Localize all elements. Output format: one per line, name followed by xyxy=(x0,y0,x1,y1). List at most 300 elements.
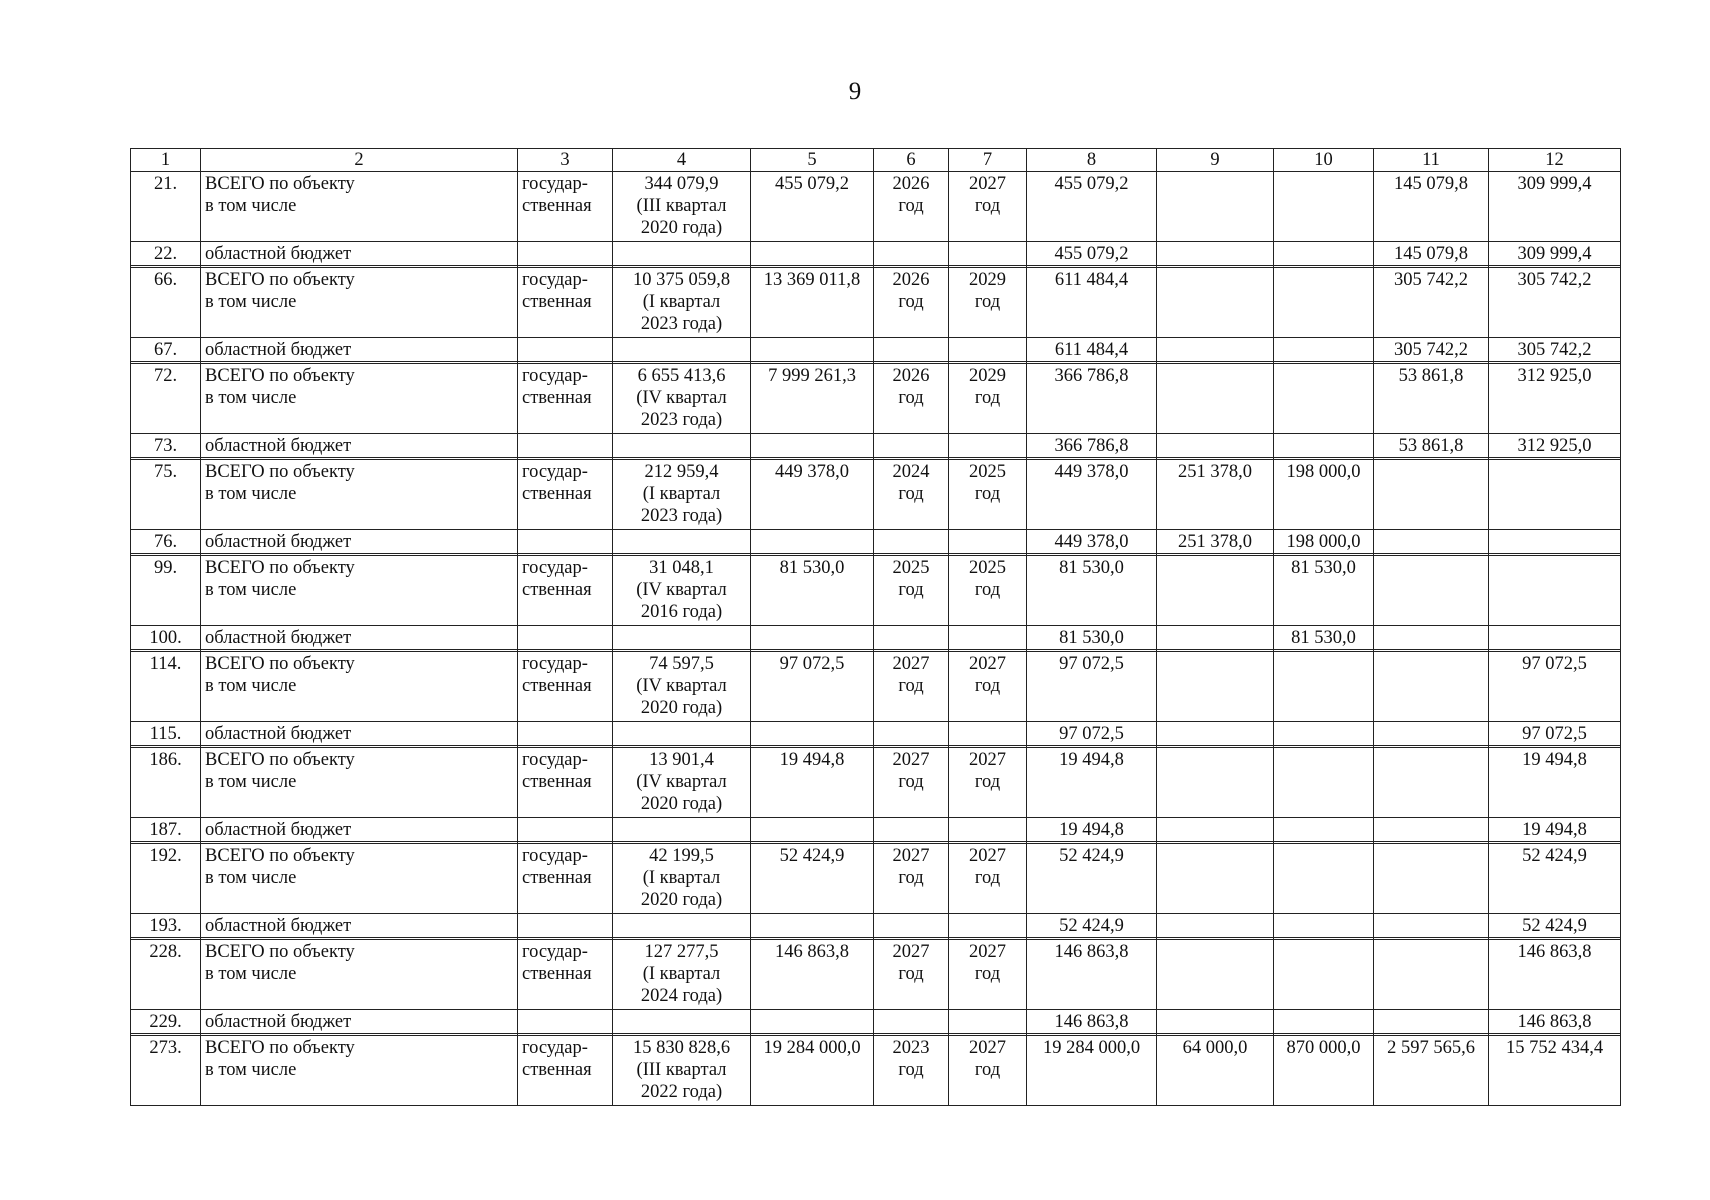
object-name-cell xyxy=(201,556,518,626)
value-cell xyxy=(751,652,874,722)
table-row-regional-budget xyxy=(131,914,1621,938)
object-name-line: в том числе xyxy=(205,580,297,600)
value-cell xyxy=(1274,460,1374,530)
column-12-value: 97 072,5 xyxy=(1522,724,1587,744)
row-number: 187. xyxy=(149,820,182,840)
value-cell xyxy=(1374,1036,1489,1106)
start-year-line: 2025 xyxy=(892,558,930,578)
ownership-cell xyxy=(518,940,613,1010)
start-year-line: год xyxy=(898,676,924,696)
ownership-line: ственная xyxy=(522,1060,592,1080)
value-cell xyxy=(1274,940,1374,1010)
empty-cell xyxy=(751,626,874,650)
estimated-cost-line: 2020 года) xyxy=(640,890,723,910)
object-name-line: ВСЕГО по объекту xyxy=(205,846,355,866)
object-name-line: ВСЕГО по объекту xyxy=(205,366,355,386)
start-year-cell xyxy=(874,172,949,242)
value-cell xyxy=(1157,1010,1274,1034)
start-year-line: 2027 xyxy=(892,750,930,770)
table-row-regional-budget xyxy=(131,818,1621,842)
estimated-cost-line: 2016 года) xyxy=(640,602,723,622)
row-number: 229. xyxy=(149,1012,182,1032)
table-row-regional-budget xyxy=(131,1010,1621,1034)
column-8-value: 366 786,8 xyxy=(1054,366,1129,386)
value-cell xyxy=(1157,1036,1274,1106)
empty-cell xyxy=(518,1010,613,1034)
value-cell xyxy=(751,364,874,434)
object-name-cell xyxy=(201,460,518,530)
column-11-value: 145 079,8 xyxy=(1394,174,1468,194)
column-12-value: 52 424,9 xyxy=(1522,846,1587,866)
value-cell xyxy=(751,556,874,626)
empty-cell xyxy=(518,434,613,458)
ownership-cell xyxy=(518,268,613,338)
start-year-line: год xyxy=(898,868,924,888)
column-5-value: 52 424,9 xyxy=(779,846,845,866)
object-name-cell xyxy=(201,530,518,554)
ownership-cell xyxy=(518,172,613,242)
empty-cell xyxy=(874,338,949,362)
value-cell xyxy=(751,268,874,338)
end-year-line: 2027 xyxy=(969,1038,1006,1058)
column-5-value: 13 369 011,8 xyxy=(763,270,861,290)
value-cell xyxy=(1027,434,1157,458)
column-10-value: 198 000,0 xyxy=(1286,532,1361,552)
row-number: 192. xyxy=(149,846,182,866)
object-name-line: ВСЕГО по объекту xyxy=(205,750,355,770)
value-cell xyxy=(1274,338,1374,362)
empty-cell xyxy=(518,242,613,266)
value-cell xyxy=(1274,242,1374,266)
ownership-cell xyxy=(518,652,613,722)
object-name-line: ВСЕГО по объекту xyxy=(205,942,355,962)
column-5-value: 19 284 000,0 xyxy=(763,1038,861,1058)
column-10-value: 870 000,0 xyxy=(1286,1038,1361,1058)
start-year-line: 2026 xyxy=(892,174,930,194)
value-cell xyxy=(1157,748,1274,818)
empty-cell xyxy=(949,626,1027,650)
table-row-regional-budget xyxy=(131,434,1621,458)
value-cell xyxy=(1374,1010,1489,1034)
value-cell xyxy=(751,1036,874,1106)
value-cell xyxy=(751,748,874,818)
start-year-line: год xyxy=(898,580,924,600)
empty-cell xyxy=(949,722,1027,746)
table-row-total xyxy=(131,844,1621,914)
row-number-cell xyxy=(131,460,201,530)
column-12-value: 312 925,0 xyxy=(1517,366,1592,386)
estimated-cost-line: 13 901,4 xyxy=(649,750,714,770)
value-cell xyxy=(1374,242,1489,266)
estimated-cost-line: 42 199,5 xyxy=(649,846,714,866)
value-cell xyxy=(1489,722,1621,746)
object-name-line: ВСЕГО по объекту xyxy=(205,270,355,290)
ownership-line: ственная xyxy=(522,580,592,600)
estimated-cost-line: 2023 года) xyxy=(640,410,723,430)
value-cell xyxy=(1489,626,1621,650)
estimated-cost-line: (III квартал xyxy=(636,1060,727,1080)
empty-cell xyxy=(874,530,949,554)
object-name-line: в том числе xyxy=(205,772,297,792)
column-12-value: 19 494,8 xyxy=(1522,750,1587,770)
value-cell xyxy=(1027,242,1157,266)
empty-cell xyxy=(949,434,1027,458)
value-cell xyxy=(1489,818,1621,842)
row-number: 66. xyxy=(153,270,178,290)
table-row-total xyxy=(131,1036,1621,1106)
table-row-total xyxy=(131,460,1621,530)
column-header: 5 xyxy=(751,149,874,172)
empty-cell xyxy=(518,530,613,554)
value-cell xyxy=(1027,556,1157,626)
empty-cell xyxy=(518,338,613,362)
value-cell xyxy=(1374,818,1489,842)
object-name-cell xyxy=(201,242,518,266)
value-cell xyxy=(1274,1036,1374,1106)
estimated-cost-line: 2024 года) xyxy=(640,986,723,1006)
end-year-line: 2029 xyxy=(969,366,1006,386)
value-cell xyxy=(1274,748,1374,818)
column-11-value: 305 742,2 xyxy=(1394,340,1468,360)
table-row-total xyxy=(131,748,1621,818)
end-year-line: год xyxy=(974,484,1001,504)
column-8-value: 19 494,8 xyxy=(1059,750,1124,770)
row-number: 228. xyxy=(149,942,182,962)
column-header: 2 xyxy=(201,149,518,172)
row-number: 114. xyxy=(149,654,182,674)
object-name-line: в том числе xyxy=(205,964,297,984)
budget-source-label: областной бюджет xyxy=(205,532,352,552)
value-cell xyxy=(1374,530,1489,554)
row-number-cell xyxy=(131,338,201,362)
column-8-value: 52 424,9 xyxy=(1059,916,1124,936)
row-number-cell xyxy=(131,652,201,722)
start-year-line: год xyxy=(898,196,924,216)
value-cell xyxy=(1027,818,1157,842)
start-year-line: 2023 xyxy=(892,1038,930,1058)
row-number-cell xyxy=(131,818,201,842)
column-12-value: 19 494,8 xyxy=(1522,820,1587,840)
empty-cell xyxy=(874,626,949,650)
table-row-regional-budget xyxy=(131,722,1621,746)
ownership-line: государ- xyxy=(522,558,588,578)
row-number: 186. xyxy=(149,750,182,770)
start-year-line: 2026 xyxy=(892,366,930,386)
end-year-cell xyxy=(949,364,1027,434)
start-year-cell xyxy=(874,268,949,338)
estimated-cost-cell xyxy=(613,172,751,242)
column-header: 8 xyxy=(1027,149,1157,172)
column-header: 6 xyxy=(874,149,949,172)
end-year-cell xyxy=(949,940,1027,1010)
end-year-line: год xyxy=(974,580,1001,600)
value-cell xyxy=(1489,338,1621,362)
value-cell xyxy=(1374,940,1489,1010)
column-12-value: 52 424,9 xyxy=(1522,916,1587,936)
empty-cell xyxy=(949,242,1027,266)
row-number: 193. xyxy=(149,916,182,936)
value-cell xyxy=(1027,268,1157,338)
end-year-line: 2029 xyxy=(969,270,1006,290)
estimated-cost-line: 6 655 413,6 xyxy=(637,366,726,386)
estimated-cost-line: (I квартал xyxy=(642,484,721,504)
start-year-line: 2026 xyxy=(892,270,930,290)
object-name-line: ВСЕГО по объекту xyxy=(205,558,355,578)
column-8-value: 455 079,2 xyxy=(1054,174,1129,194)
empty-cell xyxy=(613,722,751,746)
column-8-value: 146 863,8 xyxy=(1054,942,1129,962)
value-cell xyxy=(1157,818,1274,842)
ownership-line: государ- xyxy=(522,174,588,194)
value-cell xyxy=(1157,364,1274,434)
column-8-value: 449 378,0 xyxy=(1054,532,1129,552)
column-10-value: 198 000,0 xyxy=(1286,462,1361,482)
row-number: 273. xyxy=(149,1038,182,1058)
end-year-cell xyxy=(949,652,1027,722)
value-cell xyxy=(1157,338,1274,362)
value-cell xyxy=(1489,434,1621,458)
end-year-cell xyxy=(949,268,1027,338)
estimated-cost-line: 2022 года) xyxy=(640,1082,723,1102)
end-year-line: 2027 xyxy=(969,750,1006,770)
page-number: 9 xyxy=(848,78,862,105)
empty-cell xyxy=(874,1010,949,1034)
object-name-line: ВСЕГО по объекту xyxy=(205,1038,355,1058)
column-12-value: 97 072,5 xyxy=(1522,654,1587,674)
row-number: 22. xyxy=(153,244,178,264)
value-cell xyxy=(1374,652,1489,722)
start-year-line: 2027 xyxy=(892,846,930,866)
estimated-cost-line: 212 959,4 xyxy=(644,462,719,482)
object-name-cell xyxy=(201,1036,518,1106)
column-12-value: 312 925,0 xyxy=(1517,436,1592,456)
column-8-value: 449 378,0 xyxy=(1054,462,1129,482)
column-5-value: 81 530,0 xyxy=(779,558,845,578)
estimated-cost-cell xyxy=(613,460,751,530)
ownership-line: государ- xyxy=(522,270,588,290)
value-cell xyxy=(1274,364,1374,434)
empty-cell xyxy=(613,242,751,266)
empty-cell xyxy=(613,626,751,650)
estimated-cost-line: 2020 года) xyxy=(640,218,723,238)
value-cell xyxy=(1274,1010,1374,1034)
empty-cell xyxy=(518,626,613,650)
object-name-cell xyxy=(201,652,518,722)
estimated-cost-line: (IV квартал xyxy=(636,580,727,600)
value-cell xyxy=(1374,556,1489,626)
value-cell xyxy=(1157,940,1274,1010)
empty-cell xyxy=(874,242,949,266)
column-8-value: 19 284 000,0 xyxy=(1042,1038,1141,1058)
estimated-cost-cell xyxy=(613,844,751,914)
empty-cell xyxy=(751,914,874,938)
value-cell xyxy=(1374,338,1489,362)
value-cell xyxy=(751,844,874,914)
start-year-line: год xyxy=(898,292,924,312)
end-year-cell xyxy=(949,172,1027,242)
value-cell xyxy=(1489,172,1621,242)
end-year-line: 2027 xyxy=(969,174,1006,194)
table-row-regional-budget xyxy=(131,530,1621,554)
end-year-line: год xyxy=(974,1060,1001,1080)
row-number-cell xyxy=(131,1036,201,1106)
start-year-cell xyxy=(874,940,949,1010)
column-8-value: 52 424,9 xyxy=(1059,846,1124,866)
value-cell xyxy=(1489,652,1621,722)
value-cell xyxy=(1027,748,1157,818)
row-number-cell xyxy=(131,722,201,746)
table-row-total xyxy=(131,268,1621,338)
value-cell xyxy=(1374,844,1489,914)
column-8-value: 366 786,8 xyxy=(1054,436,1129,456)
table-row-regional-budget xyxy=(131,626,1621,650)
investment-table xyxy=(130,148,1621,1106)
empty-cell xyxy=(949,818,1027,842)
column-10-value: 81 530,0 xyxy=(1291,558,1356,578)
row-number: 21. xyxy=(153,174,178,194)
column-8-value: 81 530,0 xyxy=(1059,628,1124,648)
end-year-line: 2025 xyxy=(969,558,1006,578)
value-cell xyxy=(1027,940,1157,1010)
value-cell xyxy=(1157,460,1274,530)
row-number: 100. xyxy=(149,628,182,648)
row-number: 67. xyxy=(153,340,178,360)
column-5-value: 455 079,2 xyxy=(775,174,849,194)
value-cell xyxy=(1489,242,1621,266)
value-cell xyxy=(1374,434,1489,458)
start-year-line: год xyxy=(898,964,924,984)
value-cell xyxy=(1374,722,1489,746)
budget-source-label: областной бюджет xyxy=(205,916,352,936)
ownership-line: ственная xyxy=(522,388,592,408)
end-year-line: 2027 xyxy=(969,846,1006,866)
value-cell xyxy=(1274,530,1374,554)
value-cell xyxy=(1027,530,1157,554)
ownership-line: ственная xyxy=(522,676,592,696)
empty-cell xyxy=(751,434,874,458)
column-12-value: 15 752 434,4 xyxy=(1505,1038,1604,1058)
value-cell xyxy=(1157,556,1274,626)
object-name-cell xyxy=(201,338,518,362)
estimated-cost-line: (III квартал xyxy=(636,196,727,216)
value-cell xyxy=(1157,242,1274,266)
empty-cell xyxy=(874,722,949,746)
empty-cell xyxy=(518,818,613,842)
table-row-total xyxy=(131,172,1621,242)
column-8-value: 97 072,5 xyxy=(1059,724,1124,744)
column-11-value: 53 861,8 xyxy=(1398,366,1464,386)
value-cell xyxy=(1489,364,1621,434)
end-year-line: год xyxy=(974,964,1001,984)
end-year-line: год xyxy=(974,388,1001,408)
value-cell xyxy=(1157,652,1274,722)
estimated-cost-cell xyxy=(613,940,751,1010)
ownership-line: государ- xyxy=(522,846,588,866)
value-cell xyxy=(1157,268,1274,338)
value-cell xyxy=(1274,818,1374,842)
column-11-value: 145 079,8 xyxy=(1394,244,1468,264)
estimated-cost-line: 15 830 828,6 xyxy=(632,1038,731,1058)
ownership-cell xyxy=(518,460,613,530)
empty-cell xyxy=(874,818,949,842)
row-number-cell xyxy=(131,268,201,338)
empty-cell xyxy=(613,1010,751,1034)
column-12-value: 309 999,4 xyxy=(1517,174,1592,194)
empty-cell xyxy=(613,530,751,554)
empty-cell xyxy=(751,1010,874,1034)
budget-source-label: областной бюджет xyxy=(205,436,352,456)
row-number-cell xyxy=(131,844,201,914)
empty-cell xyxy=(751,818,874,842)
estimated-cost-line: 2020 года) xyxy=(640,794,723,814)
estimated-cost-cell xyxy=(613,364,751,434)
value-cell xyxy=(1489,940,1621,1010)
ownership-line: государ- xyxy=(522,1038,588,1058)
estimated-cost-line: 127 277,5 xyxy=(644,942,719,962)
column-11-value: 305 742,2 xyxy=(1394,270,1468,290)
ownership-line: государ- xyxy=(522,654,588,674)
value-cell xyxy=(1157,172,1274,242)
value-cell xyxy=(1489,914,1621,938)
value-cell xyxy=(1027,364,1157,434)
estimated-cost-cell xyxy=(613,556,751,626)
row-number-cell xyxy=(131,242,201,266)
column-8-value: 146 863,8 xyxy=(1054,1012,1129,1032)
empty-cell xyxy=(751,530,874,554)
object-name-line: в том числе xyxy=(205,292,297,312)
value-cell xyxy=(1374,914,1489,938)
value-cell xyxy=(1489,748,1621,818)
value-cell xyxy=(1374,460,1489,530)
start-year-cell xyxy=(874,652,949,722)
end-year-line: 2025 xyxy=(969,462,1006,482)
start-year-line: 2024 xyxy=(892,462,930,482)
estimated-cost-line: (I квартал xyxy=(642,868,721,888)
value-cell xyxy=(1274,844,1374,914)
end-year-line: год xyxy=(974,196,1001,216)
object-name-cell xyxy=(201,940,518,1010)
empty-cell xyxy=(613,338,751,362)
table-row-regional-budget xyxy=(131,338,1621,362)
value-cell xyxy=(1027,844,1157,914)
column-5-value: 7 999 261,3 xyxy=(768,366,856,386)
value-cell xyxy=(1157,914,1274,938)
column-header: 7 xyxy=(949,149,1027,172)
object-name-line: в том числе xyxy=(205,1060,297,1080)
object-name-cell xyxy=(201,434,518,458)
row-number-cell xyxy=(131,914,201,938)
object-name-line: в том числе xyxy=(205,388,297,408)
column-11-value: 2 597 565,6 xyxy=(1387,1038,1475,1058)
column-number-row xyxy=(131,149,1621,172)
column-12-value: 146 863,8 xyxy=(1517,942,1592,962)
table-body xyxy=(131,172,1621,1106)
value-cell xyxy=(1274,434,1374,458)
column-header: 10 xyxy=(1274,149,1374,172)
empty-cell xyxy=(751,722,874,746)
empty-cell xyxy=(613,914,751,938)
value-cell xyxy=(1027,460,1157,530)
empty-cell xyxy=(874,434,949,458)
ownership-line: ственная xyxy=(522,292,592,312)
object-name-cell xyxy=(201,722,518,746)
column-8-value: 611 484,4 xyxy=(1054,270,1129,290)
table-row-total xyxy=(131,940,1621,1010)
value-cell xyxy=(1157,626,1274,650)
value-cell xyxy=(1027,172,1157,242)
object-name-line: в том числе xyxy=(205,676,297,696)
column-12-value: 305 742,2 xyxy=(1517,270,1592,290)
